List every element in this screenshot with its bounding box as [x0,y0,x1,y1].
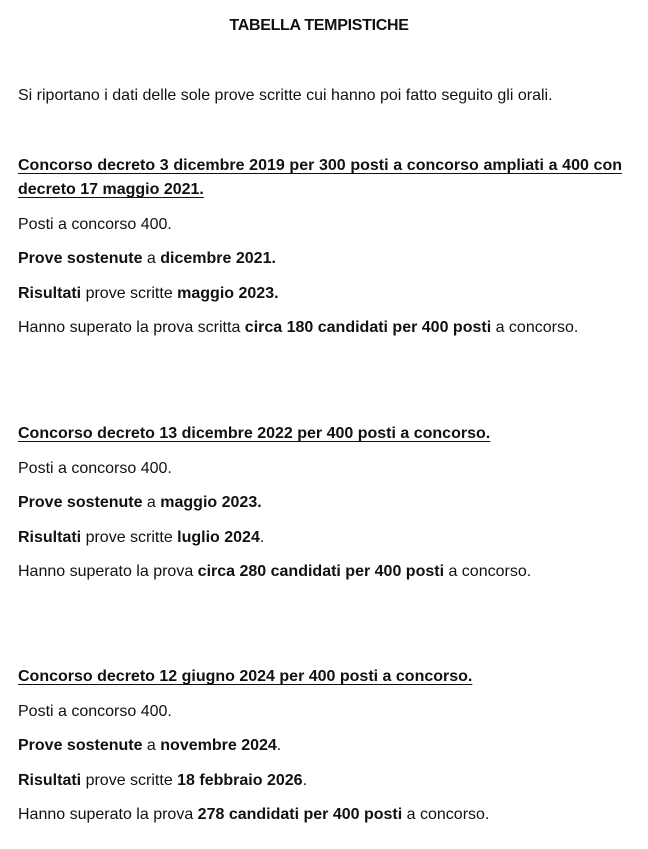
intro-paragraph: Si riportano i dati delle sole prove scritte cui hanno poi fatto seguito gli orali. [18,87,553,104]
section-heading: Concorso decreto 13 dicembre 2022 per 400 posti a concorso. [18,425,491,442]
page-title: TABELLA TEMPISTICHE [229,17,409,34]
risultati-line: Risultati prove scritte luglio 2024. [18,529,265,546]
prove-line: Prove sostenute a dicembre 2021. [18,250,276,267]
section-heading: Concorso decreto 3 dicembre 2019 per 300 posti a concorso ampliati a 400 con decreto 17 maggio 2021. [18,157,622,198]
section-concorso-2019 [18,154,622,338]
risultati-line: Risultati prove scritte maggio 2023. [18,285,279,302]
superato-line: Hanno superato la prova circa 280 candidati per 400 posti a concorso. [18,563,532,580]
section-concorso-2022 [18,422,622,582]
section-heading: Concorso decreto 12 giugno 2024 per 400 posti a concorso. [18,668,473,685]
superato-line: Hanno superato la prova scritta circa 180 candidati per 400 posti a concorso. [18,319,579,336]
posti-line: Posti a concorso 400. [18,703,172,720]
prove-line: Prove sostenute a novembre 2024. [18,737,282,754]
section-concorso-2024 [18,665,622,825]
prove-line: Prove sostenute a maggio 2023. [18,494,262,511]
posti-line: Posti a concorso 400. [18,460,172,477]
risultati-line: Risultati prove scritte 18 febbraio 2026. [18,772,308,789]
superato-line: Hanno superato la prova 278 candidati per 400 posti a concorso. [18,806,490,823]
posti-line: Posti a concorso 400. [18,216,172,233]
